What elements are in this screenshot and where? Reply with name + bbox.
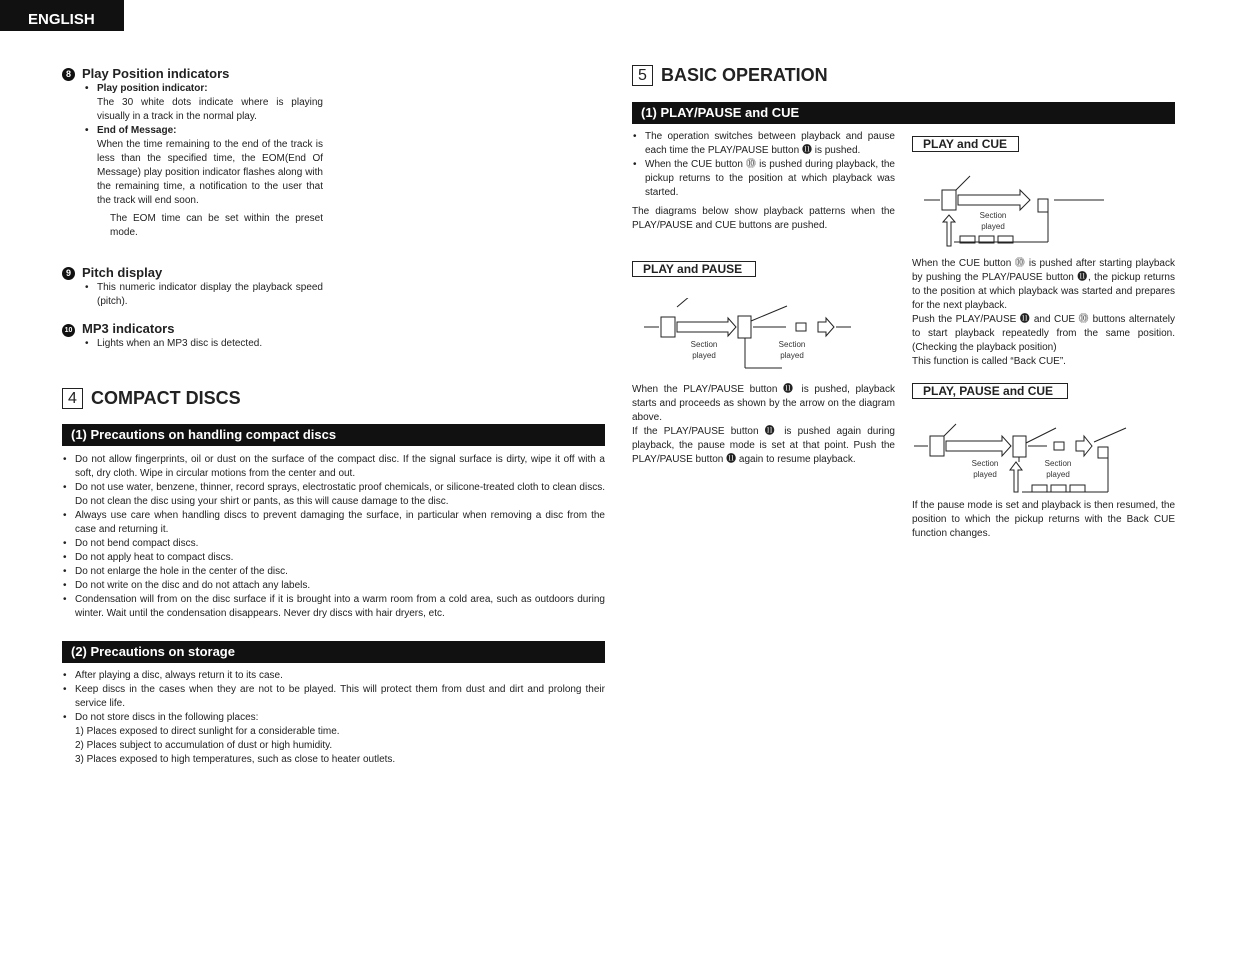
play-cue-text: Push the PLAY/PAUSE ⓫ and CUE ⓾ buttons alternately to start playback repeatedly from the same position. (Checking the playback position) — [912, 314, 1175, 353]
play-and-cue-label: PLAY and CUE — [912, 136, 1019, 152]
played-label: played — [1046, 470, 1070, 479]
item-10-title: MP3 indicators — [82, 321, 175, 336]
section-label: Section — [690, 340, 718, 349]
ppc-text: If the pause mode is set and playback is then resumed, the position to which the pickup returns with the Back CUE function changes. — [912, 500, 1175, 539]
section-handling-bar: (1) Precautions on handling compact discs — [62, 424, 605, 446]
ppc-description — [912, 499, 1175, 541]
storage-place: 2) Places subject to accumulation of dust or high humidity. — [75, 740, 333, 751]
section-label: Section — [979, 211, 1007, 220]
chapter-4-heading — [62, 388, 241, 409]
chapter-4-number: 4 — [62, 388, 83, 409]
chapter-5-heading — [632, 65, 828, 86]
play-cue-text: This function is called “Back CUE”. — [912, 356, 1066, 367]
play-pause-description — [632, 383, 895, 467]
played-label: played — [981, 222, 1005, 231]
handling-bullet: • Always use care when handling discs to prevent damaging the surface, in particular when removing a disc from the case and returning it. — [62, 509, 605, 537]
handling-bullet: • Do not allow fingerprints, oil or dust on the surface of the compact disc. If the signal surface is dirty, wipe it off with a soft, dry cloth. Wipe in circular motions from the center and out. — [62, 453, 605, 481]
item-9-title: Pitch display — [82, 265, 163, 280]
play-pause-cue-diagram — [912, 418, 1137, 496]
play-pause-cue-label: PLAY, PAUSE and CUE — [912, 383, 1068, 399]
handling-bullet: • Do not write on the disc and do not attach any labels. — [62, 579, 605, 593]
play-and-pause-diagram — [632, 298, 862, 376]
handling-list — [62, 453, 605, 621]
handling-bullet: • Do not bend compact discs. — [62, 537, 605, 551]
play-position-indicator-text: The 30 white dots indicate where is playing visually in a track in the normal play. — [97, 97, 323, 122]
item-8-heading — [62, 66, 229, 81]
number-9-icon: 9 — [62, 267, 75, 280]
end-of-message-text: When the time remaining to the end of the track is less than the specified time, the EOM(End Of Message) play position indicator flashes along with the remaining time, a notification to the user that the track will end soon. — [97, 139, 323, 206]
operation-bullet: • When the CUE button ⓾ is pushed during playback, the pickup returns to the position at which playback was started. — [632, 158, 895, 200]
item-10-body — [84, 337, 323, 351]
storage-bullet: • Do not store discs in the following places: — [62, 711, 605, 725]
section-play-pause-cue-bar: (1) PLAY/PAUSE and CUE — [632, 102, 1175, 124]
handling-bullet: • Condensation will from on the disc surface if it is brought into a warm room from a cold area, such as outdoors during winter. Wait until the condensation disappears. Never dry discs with hair dryers, etc. — [62, 593, 605, 621]
handling-bullet: • Do not enlarge the hole in the center of the disc. — [62, 565, 605, 579]
play-and-cue-diagram — [912, 170, 1112, 250]
played-label: played — [780, 351, 804, 360]
storage-bullet: • After playing a disc, always return it to its case. — [62, 669, 605, 683]
item-8-title: Play Position indicators — [82, 66, 230, 81]
storage-place: 1) Places exposed to direct sunlight for a considerable time. — [75, 726, 340, 737]
handling-bullet: • Do not use water, benzene, thinner, record sprays, electrostatic proof chemicals, or silicone-treated cloth to clean discs. Do not clean the disc using your shirt or pants, as this will cause damage to the disc. — [62, 481, 605, 509]
handling-bullet: • Do not apply heat to compact discs. — [62, 551, 605, 565]
chapter-4-title: COMPACT DISCS — [91, 388, 241, 408]
section-label: Section — [971, 459, 999, 468]
play-cue-description — [912, 257, 1175, 369]
item-10-heading — [62, 321, 174, 337]
storage-bullet: • Keep discs in the cases when they are not to be played. This will protect them from dust and dirt and prolong their service life. — [62, 683, 605, 711]
played-label: played — [973, 470, 997, 479]
number-8-icon: 8 — [62, 68, 75, 81]
eom-note: The EOM time can be set within the preset mode. — [110, 213, 323, 238]
item-8-body — [84, 82, 323, 240]
section-label: Section — [778, 340, 806, 349]
play-cue-text: When the CUE button ⓾ is pushed after starting playback by pushing the PLAY/PAUSE button ⓫, the pickup returns to the position at which playback was started and prepares for the next playback. — [912, 258, 1175, 311]
play-and-pause-label: PLAY and PAUSE — [632, 261, 756, 277]
storage-place: 3) Places exposed to high temperatures, such as close to heater outlets. — [75, 754, 396, 765]
number-10-icon: 10 — [62, 324, 75, 337]
section-label: Section — [1044, 459, 1072, 468]
play-pause-text: When the PLAY/PAUSE button ⓫ is pushed, playback starts and proceeds as shown by the arrow on the diagram above. — [632, 384, 895, 423]
language-tab: ENGLISH — [0, 0, 124, 31]
chapter-5-number: 5 — [632, 65, 653, 86]
diagrams-intro-text: The diagrams below show playback patterns when the PLAY/PAUSE and CUE buttons are pushed. — [632, 206, 895, 231]
operation-intro — [632, 130, 895, 233]
mp3-indicators-text: • Lights when an MP3 disc is detected. — [84, 337, 323, 351]
end-of-message-subtitle: • End of Message: — [84, 124, 323, 138]
pitch-display-text: • This numeric indicator display the playback speed (pitch). — [84, 281, 323, 309]
play-position-indicator-subtitle: • Play position indicator: — [84, 82, 323, 96]
section-storage-bar: (2) Precautions on storage — [62, 641, 605, 663]
item-9-body — [84, 281, 323, 309]
operation-bullet: • The operation switches between playback and pause each time the PLAY/PAUSE button ⓫ is pushed. — [632, 130, 895, 158]
played-label: played — [692, 351, 716, 360]
chapter-5-title: BASIC OPERATION — [661, 65, 828, 85]
storage-list — [62, 669, 605, 767]
play-pause-text: If the PLAY/PAUSE button ⓫ is pushed again during playback, the pause mode is set at that point. Push the PLAY/PAUSE button ⓫ again to resume playback. — [632, 426, 895, 465]
item-9-heading — [62, 265, 162, 280]
